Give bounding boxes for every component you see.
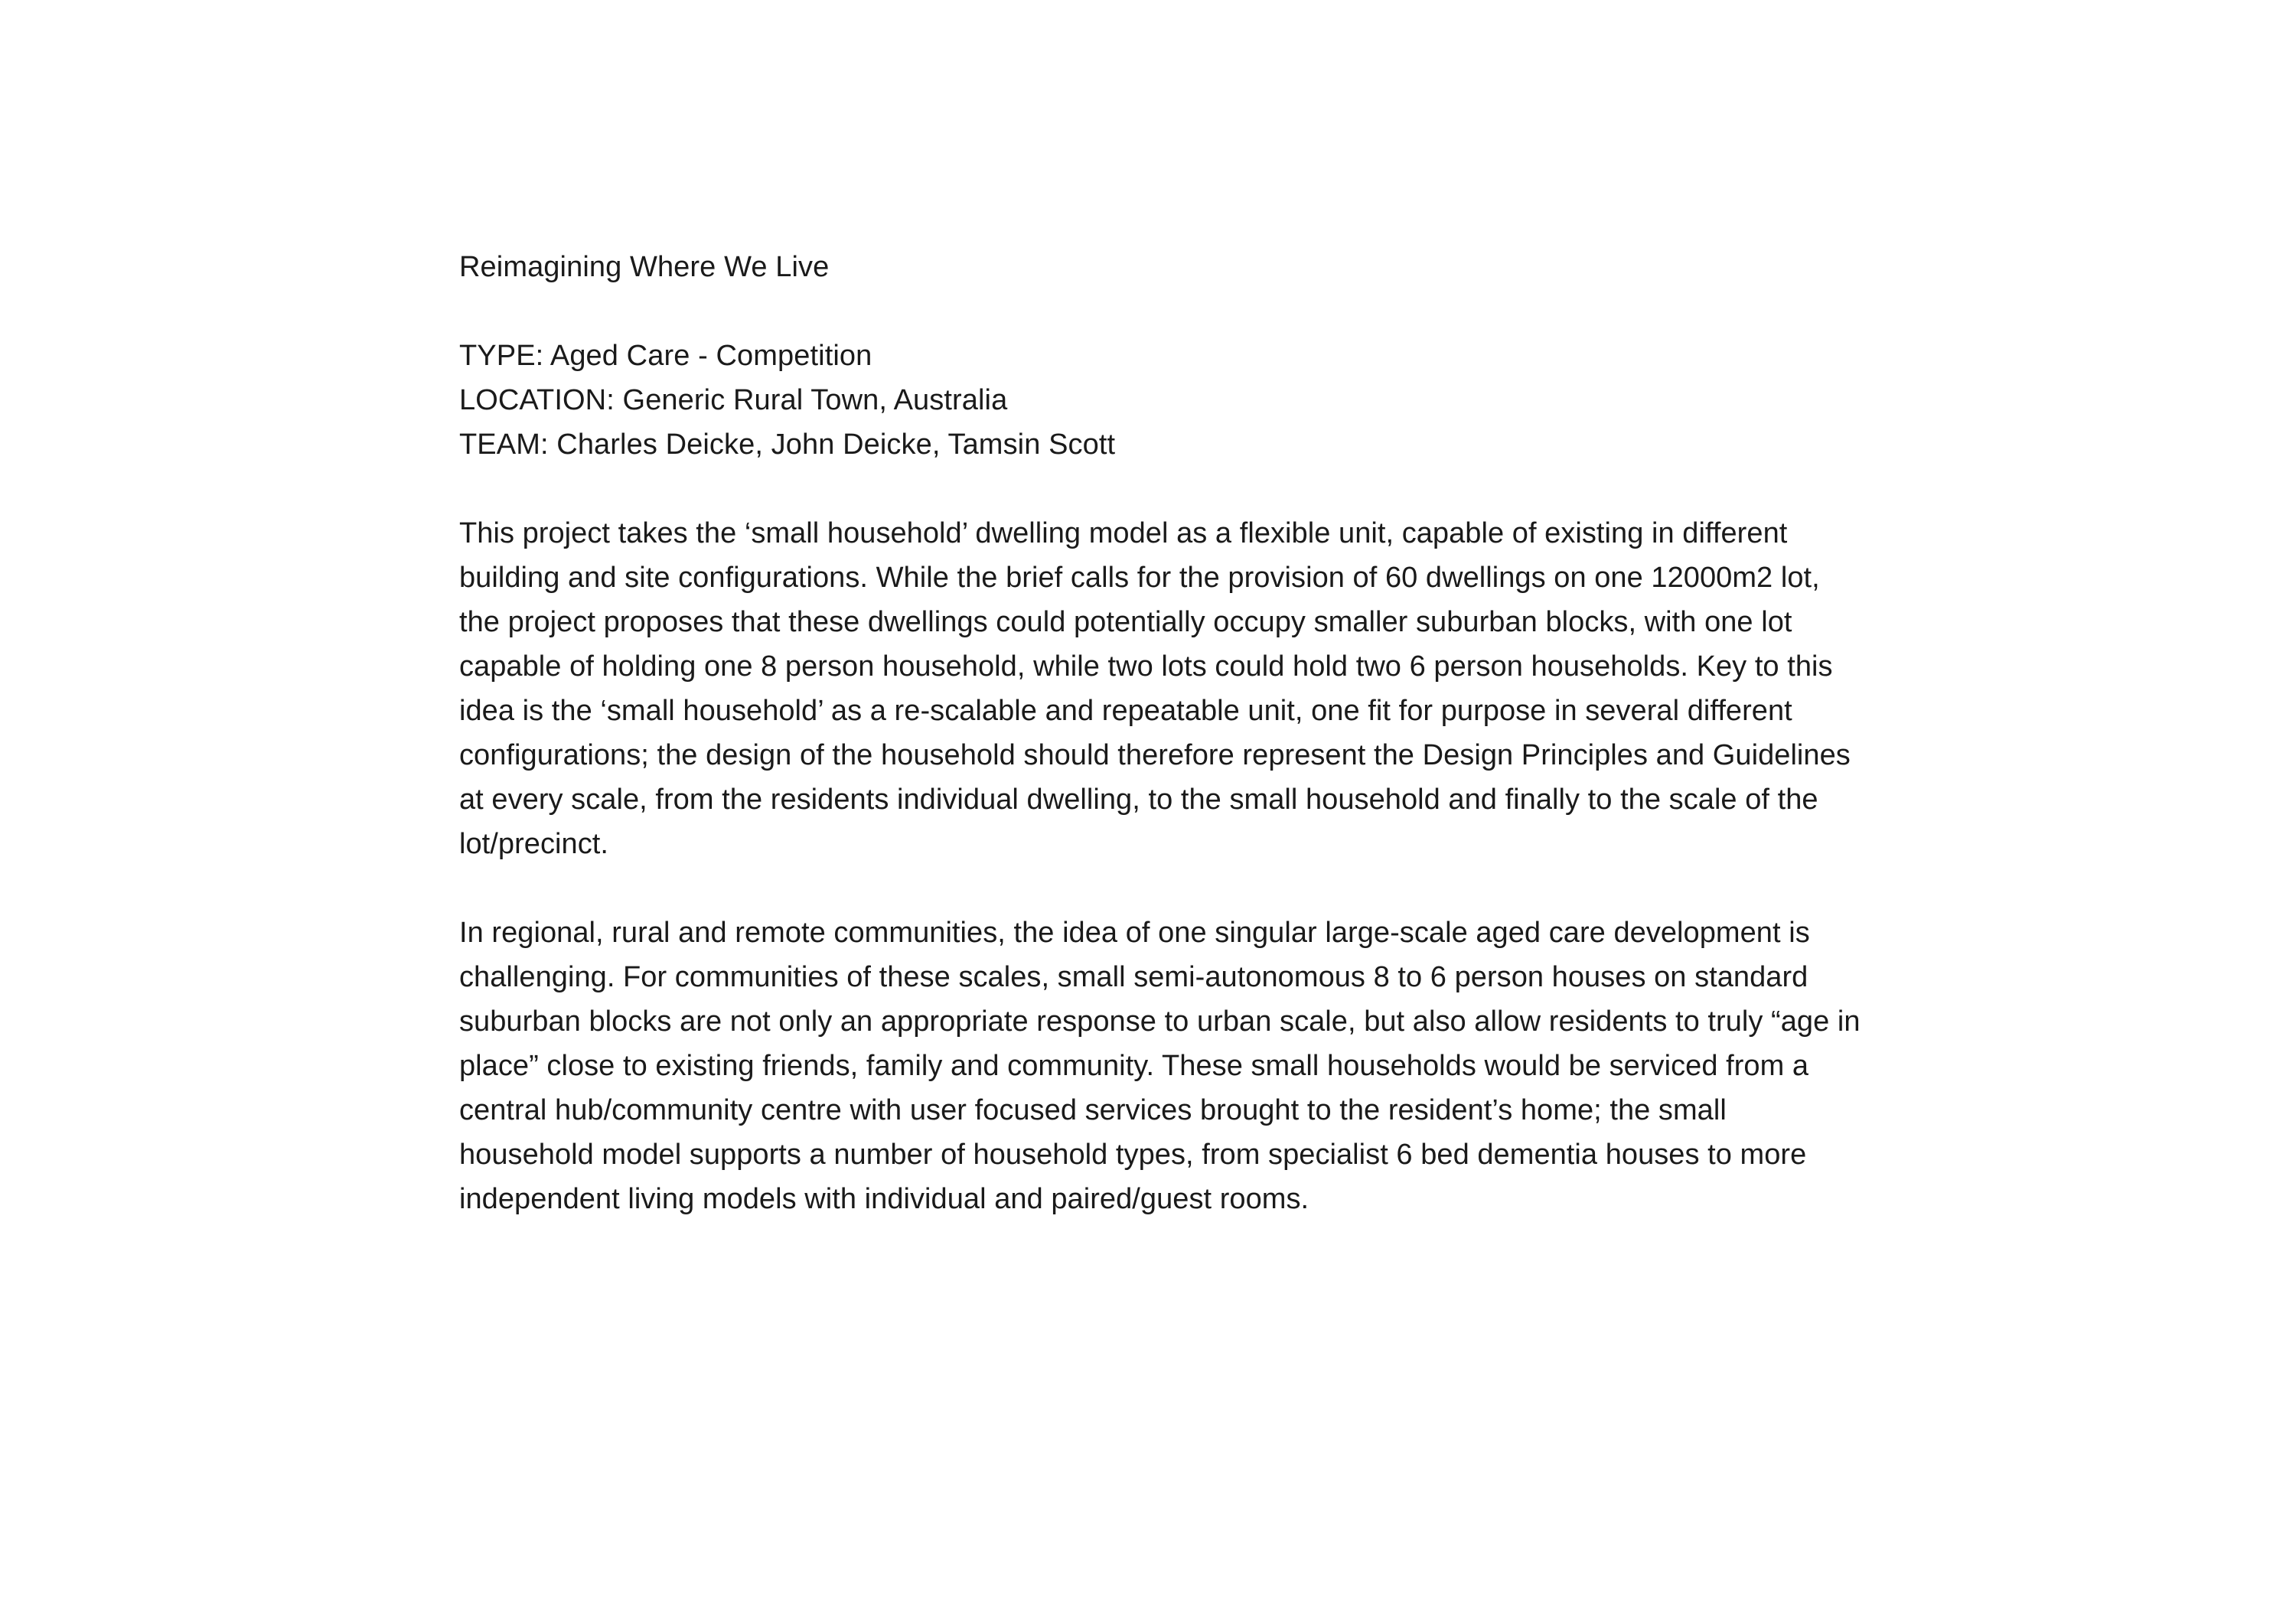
document-content <box>459 245 1867 1221</box>
body-paragraph-2: In regional, rural and remote communities, the idea of one singular large-scale aged care development is challenging. For communities of these scales, small semi-autonomous 8 to 6 person houses on standard suburban blocks are not only an appropriate response to urban scale, but also allow residents to truly “age in place” close to existing friends, family and community. These small households would be serviced from a central hub/community centre with user focused services brought to the resident’s home; the small household model supports a number of household types, from specialist 6 bed dementia houses to more independent living models with individual and paired/guest rooms. <box>459 917 1861 1215</box>
metadata-type: TYPE: Aged Care - Competition <box>459 340 872 372</box>
body-paragraph-1: This project takes the ‘small household’ dwelling model as a flexible unit, capable of existing in different building and site configurations. While the brief calls for the provision of 60 dwellings on one 12000m2 lot, the project proposes that these dwellings could potentially occupy smaller suburban blocks, with one lot capable of holding one 8 person household, while two lots could hold two 6 person households. Key to this idea is the ‘small household’ as a re-scalable and repeatable unit, one fit for purpose in several different configurations; the design of the household should therefore represent the Design Principles and Guidelines at every scale, from the residents individual dwelling, to the small household and finally to the scale of the lot/precinct. <box>459 517 1851 860</box>
page-title: Reimagining Where We Live <box>459 251 830 283</box>
metadata-team: TEAM: Charles Deicke, John Deicke, Tamsin Scott <box>459 429 1116 461</box>
metadata-location: LOCATION: Generic Rural Town, Australia <box>459 384 1008 416</box>
project-metadata <box>459 334 1867 467</box>
